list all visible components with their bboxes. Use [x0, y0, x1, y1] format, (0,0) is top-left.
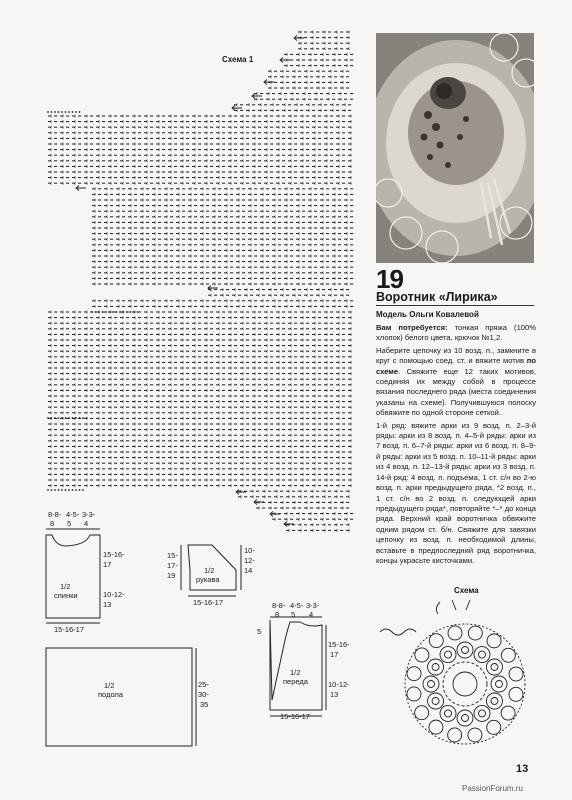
front-side-b: 17 — [330, 650, 339, 659]
chart-row — [48, 355, 351, 358]
back-side-c: 10-12- — [103, 590, 125, 599]
chart-row — [48, 383, 351, 386]
chart-row — [298, 42, 349, 45]
chart-row — [284, 64, 353, 67]
chart-row — [92, 221, 353, 224]
materials-paragraph — [376, 323, 536, 344]
chart-row — [268, 87, 349, 90]
row-arrow — [294, 36, 304, 41]
chart-row — [48, 176, 351, 179]
chart-row — [48, 395, 351, 398]
instructions — [376, 323, 536, 568]
chart-row — [48, 131, 351, 134]
hem-side-c: 35 — [200, 700, 209, 709]
chart-row — [48, 400, 351, 403]
front-top-a: 8-8- — [272, 601, 286, 610]
motif-arrows — [436, 600, 470, 614]
back-side-a: 15-16- — [103, 550, 125, 559]
back-side-d: 13 — [103, 600, 112, 609]
project-number: 19 — [376, 264, 403, 294]
chart-row — [48, 137, 351, 140]
materials-text: тонкая пряжа (100% хлопок) белого цвета, крючок №1,2. — [376, 323, 536, 343]
sleeve-right-b: 12- — [244, 556, 255, 565]
chart-row — [48, 148, 351, 151]
title-divider — [376, 305, 534, 306]
motif-schema — [380, 600, 525, 744]
front-top-b: 4-5- — [290, 601, 304, 610]
chart-row — [48, 361, 351, 364]
back-name-a: 1/2 — [60, 582, 71, 591]
front-top-f: 4 — [309, 610, 314, 619]
chart-row — [48, 406, 351, 409]
sleeve-left-a: 15- — [167, 551, 178, 560]
chart-row — [268, 70, 349, 73]
chart-row — [48, 344, 351, 347]
hem-name-b: подола — [98, 690, 123, 699]
chart-row — [92, 199, 353, 202]
chart-row — [48, 389, 351, 392]
chart-row — [92, 210, 353, 213]
front-top-d: 8 — [275, 610, 280, 619]
chart-row — [92, 299, 353, 302]
chart-row — [48, 120, 351, 123]
chart-row — [48, 479, 351, 482]
chart-row — [92, 283, 353, 286]
chart-row — [256, 507, 349, 510]
motif-connector — [380, 629, 416, 635]
front-name-a: 1/2 — [290, 668, 301, 677]
front-side-d: 13 — [330, 690, 339, 699]
chart-row — [48, 434, 351, 437]
chart-row — [48, 115, 351, 118]
chart-row — [48, 311, 351, 314]
chart-row — [48, 126, 351, 129]
chart-row — [234, 109, 351, 112]
chart-row — [272, 512, 353, 515]
chart-row — [48, 423, 351, 426]
chart-row — [92, 215, 353, 218]
sleeve-name-b: рукава — [196, 575, 220, 584]
chart-row — [48, 417, 351, 420]
hem-side-b: 30- — [198, 690, 209, 699]
page-number: 13 — [516, 763, 529, 775]
chart-row — [48, 171, 351, 174]
chart-row — [48, 182, 351, 185]
chart-row — [48, 473, 351, 476]
back-bottom: 15-16-17 — [54, 625, 85, 634]
chart-row — [238, 490, 349, 493]
motif-text-b: по схеме — [376, 356, 536, 376]
chart-row — [48, 339, 351, 342]
chart-row — [48, 467, 351, 470]
front-name-b: переда — [283, 677, 308, 686]
chart-row — [48, 456, 351, 459]
back-name-b: спинки — [54, 591, 78, 600]
motif-text-c: . Свяжите еще 12 таких мотивов, соединяя их между собой в процессе вязания последнего ряда (места соединения указаны на схеме). Получившуюся полоску обвяжите по одной стороне сеткой. — [376, 366, 536, 418]
back-top-c: 3-3- — [82, 510, 96, 519]
chart-row — [92, 255, 353, 258]
chart-row — [208, 288, 349, 291]
chart-row — [234, 103, 351, 106]
chart-row — [92, 232, 353, 235]
chart-row — [48, 428, 351, 431]
chart-row — [92, 238, 353, 241]
chart-row — [48, 327, 351, 330]
chart-row — [48, 484, 351, 487]
chart-row — [48, 439, 351, 442]
chart-row — [92, 260, 353, 263]
chart-row — [48, 445, 351, 448]
materials-label: Вам потребуется: — [376, 323, 448, 332]
motif-text-a: Наберите цепочку из 10 возд. п., замкните в круг с помощью соед. ст. и вяжите мотив — [376, 345, 536, 366]
collar-photo — [376, 33, 534, 263]
chart-row — [254, 98, 353, 101]
dot-row — [47, 489, 84, 491]
schema1-title: Схема 1 — [222, 55, 254, 64]
chart-row — [92, 193, 353, 196]
chart-row — [48, 159, 351, 162]
chart-row — [268, 81, 349, 84]
sleeve-left-b: 17- — [167, 561, 178, 570]
chart-row — [92, 277, 353, 280]
back-top-a: 8-8- — [48, 510, 62, 519]
rows-paragraph: 1-й ряд: вяжите арки из 9 возд. п. 2–3-й ряды: арки из 8 возд. п. 4–5-й ряды: арки из 7 возд. п. 6–7-й ряды: арки из 6 возд. п. 8–9-й ряды: арки из 5 возд. п. 10–11-й ряды: арки из 4 возд. п. 12–13-й ряды: арки из 3 возд. п. 14-й ряд: 4 возд. п. подъема, 1 ст. с/н во 2-ю возд. п. арки предыдущего ряда, *2 возд. п., 1 ст. с/н во 2 возд. п. следующей арки предыдущего ряда*, повторяйте *–* до конца ряда. Верхний край воротничка обвяжите одним рядом ст. б/н. Свяжите для завязки цепочку из возд. п. необходимой длины, вставьте в предпоследний ряд воротничка, концы украсьте кисточками. — [376, 420, 536, 565]
chart-row — [92, 249, 353, 252]
chart-row — [208, 294, 349, 297]
row-arrow — [280, 58, 290, 63]
chart-row — [92, 204, 353, 207]
chart-row — [92, 271, 353, 274]
footer-watermark: PassionForum.ru — [462, 784, 523, 793]
chart-row — [284, 53, 353, 56]
chart-row — [256, 501, 349, 504]
chart-row — [48, 378, 351, 381]
chart-row — [48, 350, 351, 353]
chart-row — [48, 165, 351, 168]
chart-row — [272, 518, 353, 521]
schema2-title: Схема — [454, 586, 479, 595]
chart-row — [48, 462, 351, 465]
row-arrow — [264, 80, 274, 85]
chart-row — [92, 187, 353, 190]
front-side-a: 15-16- — [328, 640, 350, 649]
chart-row — [48, 451, 351, 454]
chart-row — [254, 92, 353, 95]
sleeve-right-c: 14 — [244, 566, 253, 575]
front-bottom: 15-16-17 — [280, 712, 311, 721]
chart-row — [48, 316, 351, 319]
back-top-d: 8 — [50, 519, 55, 528]
sleeve-right-a: 10- — [244, 546, 255, 555]
chart-row — [48, 154, 351, 157]
back-outline — [46, 535, 100, 618]
hem-name-a: 1/2 — [104, 681, 115, 690]
chart-row — [238, 495, 349, 498]
dot-row — [47, 111, 80, 113]
back-top-e: 5 — [67, 519, 72, 528]
chart-row — [48, 372, 351, 375]
chart-row — [48, 143, 351, 146]
chart-row — [48, 322, 351, 325]
chart-row — [298, 47, 349, 50]
motif-paragraph — [376, 346, 536, 419]
project-title: Воротник «Лирика» — [376, 290, 498, 304]
chart-row — [92, 266, 353, 269]
sleeve-left-c: 19 — [167, 571, 176, 580]
front-outline — [270, 620, 322, 710]
back-top-f: 4 — [84, 519, 89, 528]
sleeve-name-a: 1/2 — [204, 566, 215, 575]
back-top-b: 4-5- — [66, 510, 80, 519]
hem-side-a: 25- — [198, 680, 209, 689]
front-left: 5 — [257, 627, 262, 636]
chart-row — [48, 333, 351, 336]
chart-row — [92, 305, 353, 308]
chart-row — [298, 36, 349, 39]
chart-row — [286, 529, 349, 532]
author-line: Модель Ольги Ковалевой — [376, 310, 479, 319]
chart-row — [284, 59, 353, 62]
chart-row — [298, 31, 349, 34]
chart-row — [48, 411, 351, 414]
chart-row — [48, 367, 351, 370]
front-top-e: 5 — [291, 610, 296, 619]
front-top-c: 3-3- — [306, 601, 320, 610]
sleeve-bottom: 15-16-17 — [193, 598, 224, 607]
back-side-b: 17 — [103, 560, 112, 569]
chart-row — [268, 75, 349, 78]
chart-row — [286, 523, 349, 526]
front-side-c: 10-12- — [328, 680, 350, 689]
chart-row — [92, 243, 353, 246]
row-arrow — [76, 186, 86, 191]
chart-row — [92, 227, 353, 230]
chart-grid — [48, 31, 353, 532]
